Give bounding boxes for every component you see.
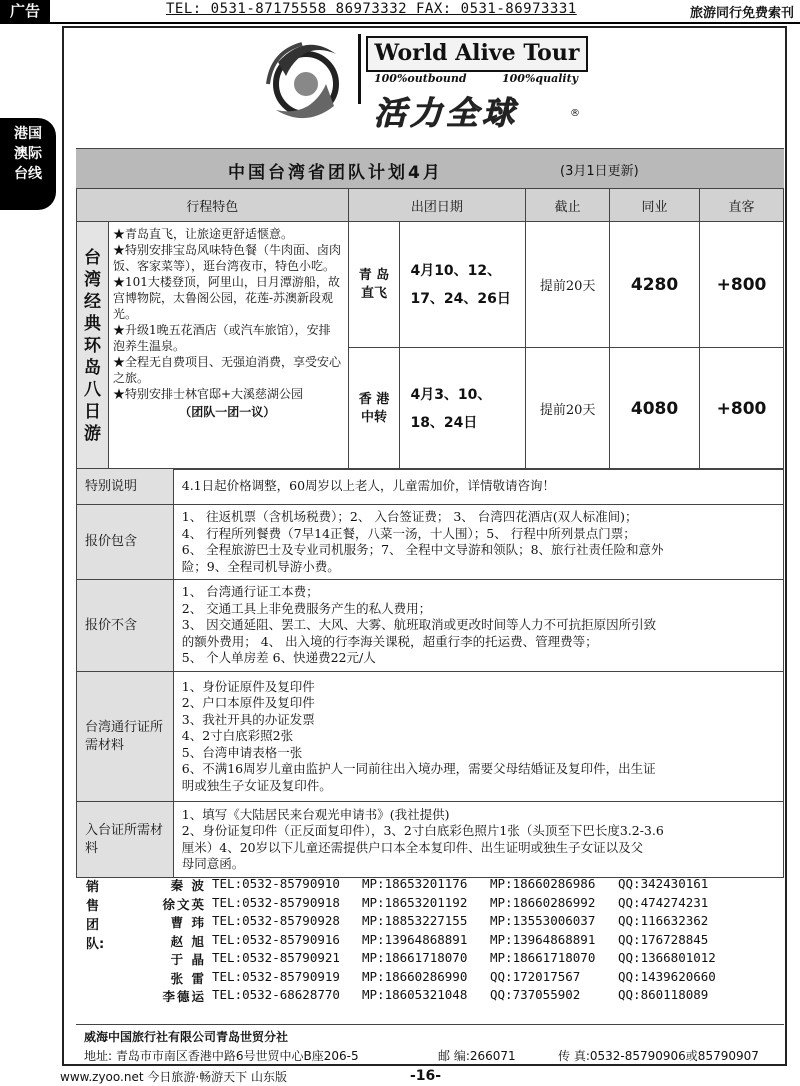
sales-qq: QQ:860118089: [618, 987, 709, 1002]
feature-item: ★101大楼登顶，阿里山，日月潭游船，故宫博物院，太鲁阁公园，花莲-苏澳新段观光。: [112, 275, 340, 321]
info-row: [77, 505, 784, 580]
top-bar: [0, 0, 800, 24]
info-line: 明或独生子女证及复印件。: [181, 777, 332, 793]
sales-tel: TEL:0532-85790919: [212, 968, 340, 984]
tour-name-char: 游: [83, 423, 101, 444]
sales-mp2: MP:18660286992: [490, 894, 596, 910]
sales-qq: QQ:116632362: [618, 913, 709, 928]
header-direct-price: 直客: [700, 189, 784, 222]
tour-name-char: 八: [83, 379, 101, 400]
sales-name: 赵 旭: [170, 933, 206, 949]
info-line: 2、户口本原件及复印件: [181, 695, 315, 711]
trade-price: 4080: [610, 348, 700, 470]
route-line: 直飞: [360, 285, 387, 301]
tour-name-char: 岛: [83, 357, 101, 378]
info-line: 5、 个人单房差 6、快递费22元/人: [181, 650, 376, 666]
info-line: 5、台湾申请表格一张: [181, 744, 303, 760]
info-label: 特别说明: [77, 469, 174, 505]
sales-mp2: QQ:737055902: [490, 987, 581, 1002]
info-line: 险；9、全程司机导游小费。: [181, 558, 340, 574]
tour-name-char: 典: [83, 313, 101, 334]
ad-label: 广告: [0, 0, 50, 22]
info-text: [173, 580, 783, 672]
sales-mp2: QQ:172017567: [490, 968, 581, 984]
company-logo: [258, 32, 588, 132]
feature-item: ★特别安排宝岛风味特色餐（牛肉面、卤肉饭、客家菜等），逛台湾夜市，特色小吃。: [112, 243, 341, 273]
date-line: 18、24日: [410, 414, 478, 431]
side-tab-line: 港国: [14, 126, 42, 142]
postcode: 邮 编:266071: [438, 1049, 516, 1063]
info-label: 报价包含: [77, 505, 174, 580]
side-tab-line: 澳际: [14, 146, 42, 162]
table-row: [77, 222, 784, 348]
info-line: 母同意函。: [181, 856, 245, 871]
departure-dates: [400, 222, 526, 348]
publication-note: 旅游同行免费索刊: [689, 6, 794, 21]
sales-mp1: MP:18660286990: [362, 968, 468, 984]
info-line: 1、身份证原件及复印件: [181, 678, 315, 694]
date-line: 17、24、26日: [410, 290, 511, 307]
sales-tel: TEL:0532-85790928: [212, 913, 340, 928]
info-row: [77, 802, 784, 878]
sales-name: 秦 波: [170, 878, 206, 893]
sales-tel: TEL:0532-85790918: [212, 894, 340, 910]
sales-mp1: MP:18853227155: [362, 913, 468, 928]
header-contact: TEL: 0531-87175558 86973332 FAX: 0531-86973331: [166, 1, 577, 17]
info-row: [77, 469, 784, 505]
logo-tag-quality: 100%quality: [502, 72, 579, 85]
logo-tag-outbound: 100%outbound: [374, 72, 467, 85]
info-line: 4、 行程所列餐费（7早14正餐，八菜一汤，十人围）；5、 行程中所列景点门票；: [181, 525, 636, 541]
sales-tel: TEL:0532-85790921: [212, 950, 340, 965]
company-address: 地址: 青岛市市南区香港中路6号世贸中心B座206-5: [84, 1049, 359, 1063]
info-line: 2、 交通工具上非免费服务产生的私人费用；: [181, 600, 432, 616]
sales-name: 李德运: [162, 989, 206, 1004]
feature-item: ★特别安排士林官邸+大溪慈湖公园: [112, 387, 304, 401]
logo-english-name: World Alive Tour: [366, 36, 588, 72]
side-category-tab: [0, 118, 56, 210]
info-line: 的额外费用； 4、 出入境的行李海关课税，超重行李的托运费、管理费等；: [181, 633, 598, 649]
sales-name: 徐文英: [162, 896, 206, 912]
info-line: 厘米）4、20岁以下儿童还需提供户口本全本复印件、出生证明或独生子女证以及父: [181, 839, 644, 855]
info-row: [77, 672, 784, 802]
tour-name-char: 湾: [83, 269, 101, 290]
sales-qq: QQ:176728845: [618, 931, 709, 947]
info-text: [173, 672, 783, 802]
date-line: 4月3、10、: [410, 386, 492, 403]
sales-mp2: MP:18661718070: [490, 950, 596, 965]
page-title: 中国台湾省团队计划4月: [228, 163, 443, 183]
sales-name: 张 雷: [170, 970, 206, 986]
header-trade-price: 同业: [610, 189, 700, 222]
info-text: [173, 802, 783, 878]
feature-item: ★青岛直飞，让旅途更舒适惬意。: [112, 227, 293, 241]
header-features: 行程特色: [77, 189, 349, 222]
date-line: 4月10、12、: [410, 262, 502, 279]
direct-price: +800: [700, 222, 784, 348]
route-line: 香 港: [358, 391, 390, 407]
sales-tel: TEL:0532-85790916: [212, 931, 340, 947]
trade-price: 4280: [610, 222, 700, 348]
sales-mp1: MP:18605321048: [362, 987, 468, 1002]
info-label: 台湾通行证所需材料: [77, 672, 174, 802]
info-line: 2、身份证复印件（正反面复印件），3、2寸白底彩色照片1张（头顶至下巴长度3.2-3.6: [181, 823, 664, 838]
feature-item: ★升级1晚五花酒店（或汽车旅馆），安排泡养生温泉。: [112, 323, 331, 353]
info-line: 6、 全程旅游巴士及专业司机服务；7、 全程中文导游和领队；8、旅行社责任险和意外: [181, 542, 664, 557]
sales-name: 于 晶: [170, 952, 206, 967]
deadline: 提前20天: [526, 222, 610, 348]
company-name: 威海中国旅行社有限公司青岛世贸分社: [84, 1030, 289, 1044]
info-line: 1、 往返机票（含机场税费）；2、 入台签证费； 3、 台湾四花酒店(双人标准间)；: [181, 509, 638, 524]
sales-mp2: MP:18660286986: [490, 876, 596, 891]
header-dates: 出团日期: [348, 189, 526, 222]
route-qingdao: [348, 222, 400, 348]
sales-qq: QQ:1366801012: [618, 950, 716, 965]
header-deadline: 截止: [526, 189, 610, 222]
update-note: (3月1日更新): [560, 164, 639, 179]
info-text: [173, 469, 783, 505]
route-line: 中转: [360, 409, 387, 425]
info-table: [76, 468, 784, 878]
sales-mp1: MP:13964868891: [362, 931, 468, 947]
info-line: 3、我社开具的办证发票: [181, 711, 315, 727]
tour-name: [77, 222, 109, 470]
sales-mp1: MP:18661718070: [362, 950, 468, 965]
tour-name-char: 经: [83, 291, 101, 312]
sales-qq: QQ:342430161: [618, 876, 709, 891]
sales-mp1: MP:18653201192: [362, 894, 468, 910]
sales-tel: TEL:0532-85790910: [212, 876, 340, 891]
deadline: 提前20天: [526, 348, 610, 470]
info-row: [77, 580, 784, 672]
feature-item: ★全程无自费项目、无强迫消费，享受安心之旅。: [112, 355, 341, 385]
tour-name-char: 日: [83, 401, 101, 422]
departure-dates: [400, 348, 526, 470]
table-header-row: [77, 189, 784, 222]
tour-name-char: 台: [83, 247, 101, 268]
route-hongkong: [348, 348, 400, 470]
tour-features: [108, 222, 348, 470]
info-line: 4.1日起价格调整，60周岁以上老人，儿童需加价，详情敬请咨询！: [181, 478, 556, 494]
bottom-bar: [60, 1068, 442, 1085]
sales-qq: QQ:1439620660: [618, 968, 716, 984]
info-line: 6、不满16周岁儿童由监护人一同前往出入境办理，需要父母结婚证及复印件，出生证: [181, 761, 656, 777]
footer: [76, 1024, 784, 1063]
info-text: [173, 505, 783, 580]
info-line: 1、填写《大陆居民来台观光申请书》(我社提供): [181, 806, 450, 822]
info-line: 1、 台湾通行证工本费；: [181, 584, 319, 600]
tour-name-char: 环: [83, 335, 101, 356]
info-label: 入台证所需材料: [77, 802, 174, 878]
site-name: www.zyoo.net 今日旅游·畅游天下 山东版: [60, 1070, 287, 1084]
sales-name: 曹 玮: [170, 915, 206, 930]
feature-footer: （团队一团一议）: [179, 405, 276, 419]
info-line: 3、 因交通延阻、罢工、大风、大雾、航班取消或更改时间等人力不可抗拒原因所引致: [181, 617, 657, 633]
sales-tel: TEL:0532-68628770: [212, 987, 340, 1002]
direct-price: +800: [700, 348, 784, 470]
sales-mp1: MP:18653201176: [362, 876, 468, 891]
fax: 传 真:0532-85790906或85790907: [558, 1049, 759, 1063]
logo-divider: [358, 34, 361, 104]
tour-table: [76, 188, 784, 470]
registered-mark: ®: [570, 108, 580, 119]
info-line: 4、2寸白底彩照2张: [181, 728, 294, 744]
page-number: -16-: [410, 1068, 442, 1084]
sales-label: 销售团队:: [86, 880, 105, 952]
info-label: 报价不含: [77, 580, 174, 672]
sales-mp2: MP:13964868891: [490, 931, 596, 947]
side-tab-line: 台线: [14, 166, 42, 182]
logo-chinese-name: 活力全球: [374, 94, 519, 132]
route-line: 青 岛: [358, 267, 390, 283]
sales-mp2: MP:13553006037: [490, 913, 596, 928]
sales-qq: QQ:474274231: [618, 894, 709, 910]
swirl-emblem-icon: [258, 32, 354, 128]
